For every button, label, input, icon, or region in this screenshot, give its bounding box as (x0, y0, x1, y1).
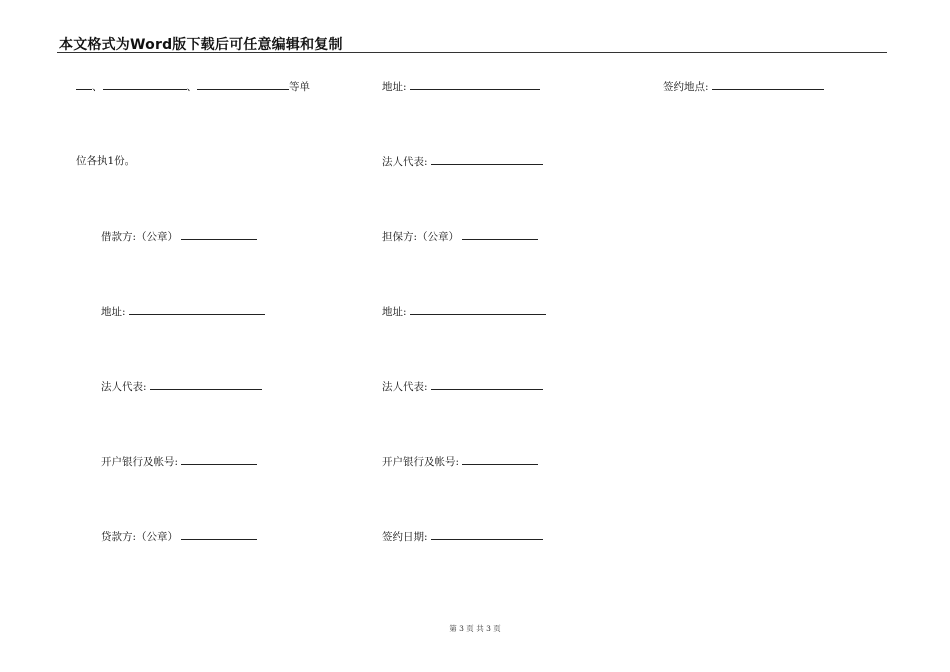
guarantor-bank-field (382, 455, 538, 468)
copies-text: 位各执1份。 (76, 155, 136, 167)
parties-line (76, 80, 310, 93)
guarantor-label: 担保方:（公章） (382, 231, 460, 243)
guarantor-legal-rep-field (382, 380, 543, 393)
page-number: 第 3 页 共 3 页 (449, 624, 501, 633)
address-label: 地址: (382, 81, 407, 93)
legal-rep-label: 法人代表: (382, 156, 428, 168)
address-blank (410, 80, 540, 90)
address-label: 地址: (101, 306, 126, 318)
sign-place-label: 签约地点: (663, 81, 709, 93)
bank-account-label: 开户银行及帐号: (101, 456, 179, 468)
parties-suffix: 等单 (289, 81, 310, 93)
blank-line (103, 80, 187, 90)
guarantor-address-field (382, 305, 546, 318)
legal-rep-blank (431, 380, 543, 390)
address-blank (410, 305, 546, 315)
lender-blank (181, 530, 257, 540)
legal-rep-blank (431, 155, 543, 165)
borrower-field (101, 230, 257, 243)
sign-place-field (663, 80, 824, 93)
legal-rep-label: 法人代表: (382, 381, 428, 393)
bank-account-blank (462, 455, 538, 465)
blank-line (197, 80, 289, 90)
top-legal-rep-field (382, 155, 543, 168)
legal-rep-blank (150, 380, 262, 390)
lender-field (101, 530, 257, 543)
borrower-address-field (101, 305, 265, 318)
bank-account-blank (181, 455, 257, 465)
separator: 、 (186, 81, 197, 93)
lender-label: 贷款方:（公章） (101, 531, 179, 543)
guarantor-field (382, 230, 538, 243)
guarantor-blank (462, 230, 538, 240)
sign-date-label: 签约日期: (382, 531, 428, 543)
top-address-field (382, 80, 540, 93)
legal-rep-label: 法人代表: (101, 381, 147, 393)
document-header-title: 本文格式为Word版下载后可任意编辑和复制 (59, 37, 343, 53)
header-divider (57, 52, 887, 53)
address-blank (129, 305, 265, 315)
sign-place-blank (712, 80, 824, 90)
sign-date-field (382, 530, 543, 543)
address-label: 地址: (382, 306, 407, 318)
bank-account-label: 开户银行及帐号: (382, 456, 460, 468)
borrower-blank (181, 230, 257, 240)
borrower-bank-field (101, 455, 257, 468)
separator: 、 (92, 81, 103, 93)
sign-date-blank (431, 530, 543, 540)
borrower-legal-rep-field (101, 380, 262, 393)
blank-line (76, 80, 92, 90)
borrower-label: 借款方:（公章） (101, 231, 179, 243)
